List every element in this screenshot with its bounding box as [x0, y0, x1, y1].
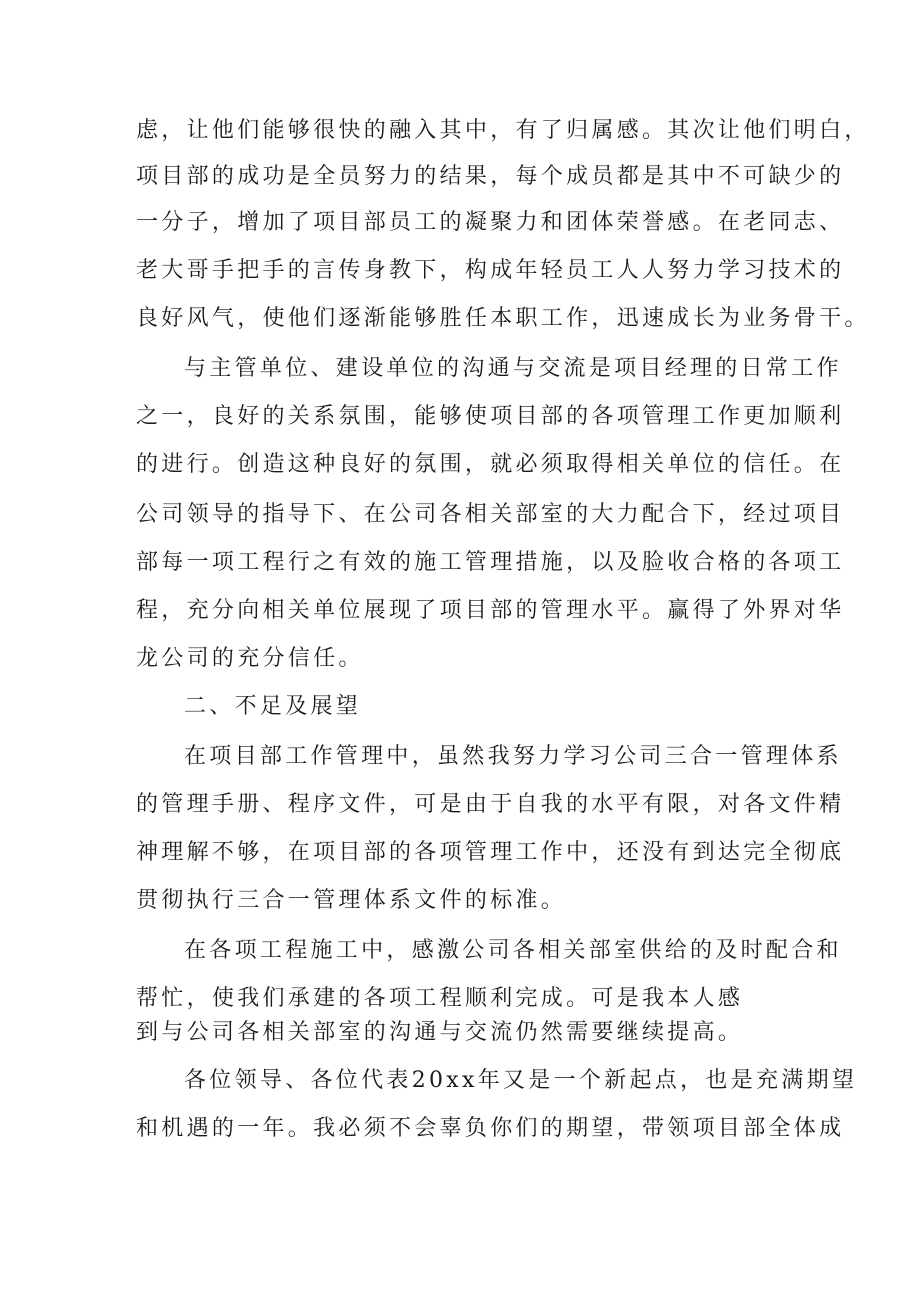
paragraph-4-line-1: 在各项工程施工中，感激公司各相关部室供给的及时配合和 [184, 938, 842, 963]
paragraph-3-line-2: 的管理手册、程序文件，可是由于自我的水平有限，对各文件精 [136, 792, 845, 817]
paragraph-2-line-7: 龙公司的充分信任。 [136, 646, 364, 671]
paragraph-2-line-3: 的进行。创造这种良好的氛围，就必须取得相关单位的信任。在 [136, 452, 845, 477]
paragraph-2-line-1: 与主管单位、建设单位的沟通与交流是项目经理的日常工作 [184, 356, 842, 381]
paragraph-2-line-6: 程，充分向相关单位展现了项目部的管理水平。赢得了外界对华 [136, 598, 845, 623]
paragraph-5-line-2: 和机遇的一年。我必须不会辜负你们的期望，带领项目部全体成 [136, 1116, 845, 1141]
paragraph-2-line-4: 公司领导的指导下、在公司各相关部室的大力配合下，经过项目 [136, 502, 845, 527]
paragraph-3-line-4: 贯彻执行三合一管理体系文件的标准。 [136, 888, 567, 913]
paragraph-5-line-1: 各位领导、各位代表20xx年又是一个新起点，也是充满期望 [184, 1068, 858, 1093]
paragraph-1-line-4: 老大哥手把手的言传身教下，构成年轻员工人人努力学习技术的 [136, 258, 845, 283]
paragraph-4-line-2: 帮忙，使我们承建的各项工程顺利完成。可是我本人感 [136, 986, 744, 1011]
paragraph-3-line-3: 神理解不够，在项目部的各项管理工作中，还没有到达完全彻底 [136, 840, 845, 865]
paragraph-1-line-3: 一分子，增加了项目部员工的凝聚力和团体荣誉感。在老同志、 [136, 210, 845, 235]
paragraph-2-line-2: 之一，良好的关系氛围，能够使项目部的各项管理工作更加顺利 [136, 404, 845, 429]
paragraph-1-line-1: 虑，让他们能够很快的融入其中，有了归属感。其次让他们明白， [136, 118, 870, 143]
paragraph-4-line-3: 到与公司各相关部室的沟通与交流仍然需要继续提高。 [136, 1020, 744, 1045]
paragraph-2-line-5: 部每一项工程行之有效的施工管理措施，以及脸收合格的各项工 [136, 550, 845, 575]
paragraph-3-line-1: 在项目部工作管理中，虽然我努力学习公司三合一管理体系 [184, 744, 842, 769]
section-heading: 二、不足及展望 [184, 694, 362, 719]
paragraph-1-line-5: 良好风气，使他们逐渐能够胜任本职工作，迅速成长为业务骨干。 [136, 306, 870, 331]
paragraph-1-line-2: 项目部的成功是全员努力的结果，每个成员都是其中不可缺少的 [136, 164, 845, 189]
